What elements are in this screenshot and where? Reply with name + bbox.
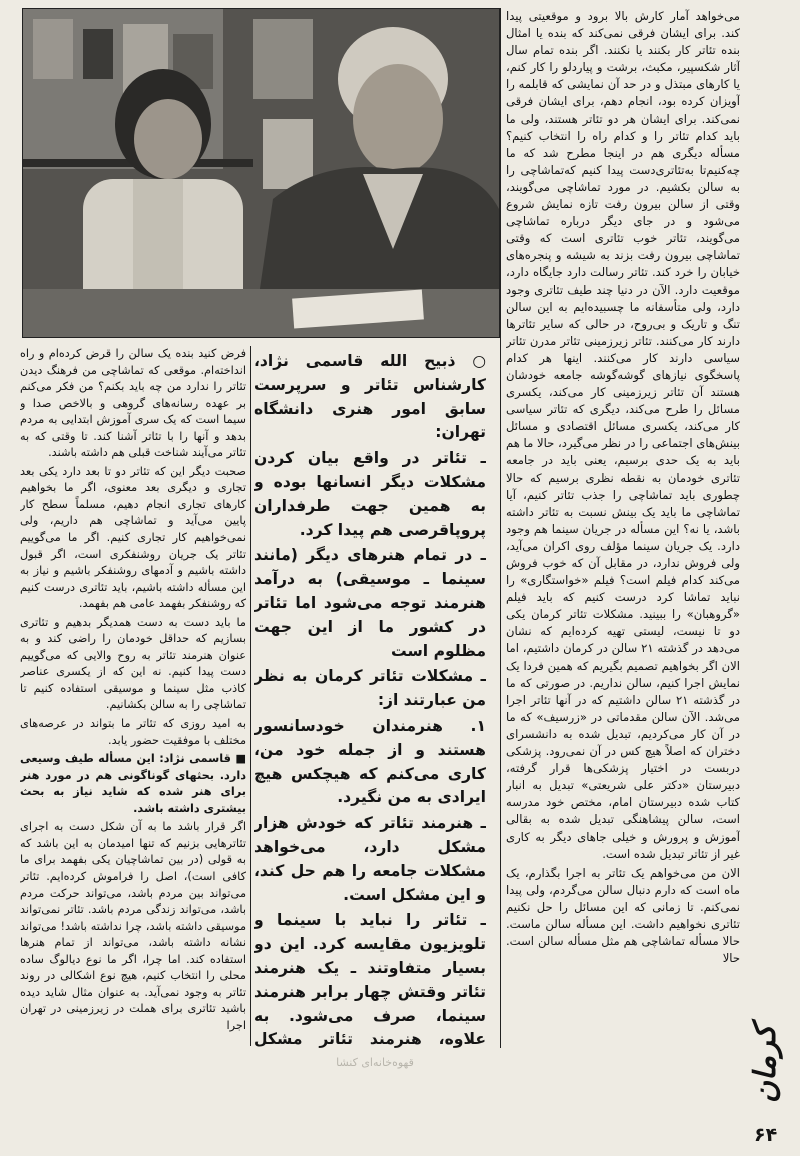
paragraph: اگر قرار باشد ما به آن شکل دست به اجرای تئاترهایی بزنیم که تنها امیدمان به این باشد که به قولی (در بین تماشاچیان یکی بفهمد برای ما کافی است)، اصل را فراموش کرده‌ایم. تئاتر می‌تواند بین مردم باشد، می‌تواند حرکت مردم باشد، می‌تواند زندگی مردم باشد. تئاتر نمی‌تواند موسیقی داشته باشد، چرا نداشته باشد! می‌تواند نشانه داشته باشد، می‌تواند از تمام هنرها استفاده کند. اما چرا، اگر ما نوع دیالوگ ساده محلی را انتخاب کنیم، هیچ نوع اشکالی در روند تئاتر به وجود نمی‌آید. به عنوان مثال شاید دیده باشید تئاتری برای هملت در زیرزمینی در تهران اجرا xyxy=(20,820,246,1032)
magazine-logo: کرمان xyxy=(748,1024,783,1104)
paragraph: صحبت دیگر این که تئاتر دو تا بعد دارد یکی بعد تجاری و دیگری بعد معنوی، اگر ما بخواهیم کارهای تجاری انجام دهیم، مسلماً سطح کار پایین می‌آید و تماشاچی هم داریم، ولی نمی‌خواهیم کار تجاری کنیم. اگر ما می‌گوییم تئاتر یک جریان روشنفکری است، اگر قبول داشته باشیم و آدمهای روشنفکر باشیم و نیاز به این مسأله داشته باشیم، باید تئاتری درست کنیم که روشنفکر بفهمد عامی هم بفهمد. xyxy=(20,464,246,611)
paragraph: ـ مشکلات تئاتر کرمان به نظر من عبارتند از: xyxy=(254,667,486,710)
photo-two-men xyxy=(22,8,500,338)
paragraph: به امید روزی که تئاتر ما بتواند در عرصه‌های مختلف با موفقیت حضور یابد. xyxy=(20,717,246,747)
paragraph: ـ تئاتر در واقع بیان کردن مشکلات دیگر انسانها بوده و به همین جهت طرفداران پروپاقرصی هم پیدا کرد. xyxy=(254,449,486,539)
paragraph: ۱. هنرمندان خودسانسور هستند و از جمله خود من، کاری می‌کنم که هیچکس هیچ ایرادی به من نگیرد. xyxy=(254,716,486,807)
interviewee-intro: ○ ذبیح الله قاسمی نژاد، کارشناس تئاتر و سرپرست سابق امور هنری دانشگاه تهران: xyxy=(254,352,486,442)
right-column-text xyxy=(506,8,740,1043)
paragraph: ـ در تمام هنرهای دیگر (مانند سینما ـ موسیقی) به درآمد هنرمند توجه می‌شود اما تئاتر در کشور ما از این جهت مظلوم است xyxy=(254,546,486,660)
vertical-column-rule xyxy=(500,8,501,1048)
photo-illustration xyxy=(23,9,499,337)
vertical-column-rule-left xyxy=(250,346,251,1046)
bleed-through-text: قهوه‌خانه‌ای کنشا xyxy=(336,1056,414,1069)
paragraph: ـ تئاتر را نباید با سینما و تلویزیون مقایسه کرد. این دو بسیار متفاوتند ـ یک هنرمند تئاتر وقتش چهار برابر هنرمند سینما، صرف می‌شود. به علاوه، هنرمند تئاتر مشکل xyxy=(254,911,486,1049)
paragraph: ■ قاسمی نژاد: این مسأله طیف وسیعی دارد. بحثهای گوناگونی هم در مورد هنر برای هنر شده که شاید نیاز به بحث بیشتری داشته باشد. xyxy=(20,752,246,815)
paragraph: می‌خواهد آمار کارش بالا برود و موقعیتی پیدا کند. برای ایشان فرقی نمی‌کند که بنده یا امثال بنده تئاتر کار بکنند یا نکنند. اگر بنده تمام سال آثار شکسپیر، مکبث، برشت و پیاردلو را کار کنم، یا کارهای مبتذل و در حد آن نمایشی که قابلمه را آویزان کرده بود، انجام دهم، برای ایشان فرقی نمی‌کند. برای ایشان هر دو تئاتر هستند، ولی ما باید کدام تئاتر را و کدام راه را انتخاب کنیم؟ مسأله دیگری هم در اینجا مطرح شد که ما چه‌کنیم‌تا به‌تئاتری‌دست پیدا کنیم که‌تماشاچی را به سالن بکشیم. در مورد تماشاچی می‌گویند، وقتی از سالن بیرون رفت تازه نمایش شروع می‌شود و در جای دیگر درباره تماشاچی می‌گویند، تئاتر خوب تئاتری است که وقتی تماشاچی بیرون رفت بزند به شیشه و پنجره‌های خیابان را خرد کند. تئاتر رسالت دارد جایگاه دارد، موقعیت دارد. الآن در دنیا چند طیف تئاتری وجود دارد، ولی متأسفانه ما چسبیده‌ایم به این سالن تنگ و تاریک و بی‌روح، در حالی که سایر تئاترها دارند کار می‌کنند. تئاتر زیرزمینی تئاتر مدرن تئاتر سیاسی دارند کار می‌کنند. اینها هر کدام پاسخگوی نیازهای گوشه‌گوشه جامعه خودشان هستند آن تئاتر زیرزمینی کار می‌کند، یکسری مسائل را طرح می‌کند، دیگری که تئاتر سیاسی کار می‌کند، یکسری مسائل اقتصادی و مسائل بینش‌های اجتماعی را در نظر می‌گیرد، حالا ما هم باید به یک حدی برسیم، یعنی باید در جامعه تئاتری خودمان به نقطه نظری برسیم که حالا چطوری باید تماشاچی را جذب تئاتر کنیم، آیا تماشاچی ما باید یک بینش نسبت به تئاتر داشته باشد، یا نه؟ این مسأله در جریان سینما هم وجود دارد. یک جریان سینما مؤلف روی اکران می‌آید، ولی فروش ندارد، در مقابل آن که خوب فروش می‌کند کدام فیلم است؟ فیلم «خواستگاری» را نباید تماشا کرد درست کنیم که باید فیلم «گروهبان» را ببینید. مشکلات تئاتر کرمان یکی دو تا نیست، لیستی تهیه کرده‌ایم که نشان می‌دهد در گذشته ۲۱ سالن در کرمان داشتیم، اما الان اگر بخواهیم تصمیم بگیریم که همین فردا یک نمایش اجرا کنیم، سالن نداریم. در صورتی که ما در گذشته ۲۱ سالن داشتیم که در آنها تئاتر اجرا می‌شد. الآن سالن مقدماتی در «زرسیف» که ما در آن کار می‌کردیم، تبدیل شده به دانشسرای دختران که اصلاً هیچ کس در آن نمی‌رود. پزشکی دربست در اختیار پزشکی‌ها قرار گرفته، دبیرستان «دکتر علی شریعتی» تبدیل به انبار کتاب شده دبیرستان امام، مختص خود مدرسه است، سالن پیشاهنگی تبدیل شده به بقالی آموزش و پرورش و خیلی جاهای دیگر به کاری غیر از تئاتر تبدیل شده است. xyxy=(506,9,740,861)
middle-column-interview xyxy=(254,350,486,1050)
paragraph: ما باید دست به دست همدیگر بدهیم و تئاتری بسازیم که حداقل خودمان را راضی کند و به عنوان هنرمند تئاتر به روح والایی که می‌گوییم دست پیدا کنیم. نه این که از یکسری عناصر کاذب مثل سینما و موسیقی استفاده کنیم تا تماشاچی را به سالن بکشانیم. xyxy=(20,615,246,712)
paragraph: الان من می‌خواهم یک تئاتر به اجرا بگذارم، یک ماه است که دارم دنبال سالن می‌گردم، ولی پیدا نمی‌کنم. تا زمانی که این مسائل را حل نکنیم تئاتری نخواهیم داشت. این مسأله سالن ماست. حالا مسأله تماشاچی هم مثل مسأله سالن است. حالا xyxy=(506,865,740,966)
paragraph: فرض کنید بنده یک سالن را قرض کرده‌ام و راه انداخته‌ام. موقعی که تماشاچی من فرهنگ دیدن تئاتر را ندارد من چه باید بکنم؟ من فکر می‌کنم بر عهده رسانه‌های گروهی و بالاخص صدا و سیما است که یک سری آموزش ابتدایی به مردم بدهد و آنها را با تئاتر آشنا کند. تا وقتی که به تئاتر می‌آیند شناخت قبلی هم داشته باشند. xyxy=(20,347,246,460)
left-column-text xyxy=(20,346,246,1046)
page-number: ۶۴ xyxy=(754,1124,778,1146)
paragraph: ـ هنرمند تئاتر که خودش هزار مشکل دارد، می‌خواهد مشکلات جامعه را هم حل کند، و این مشکل است. xyxy=(254,814,486,904)
